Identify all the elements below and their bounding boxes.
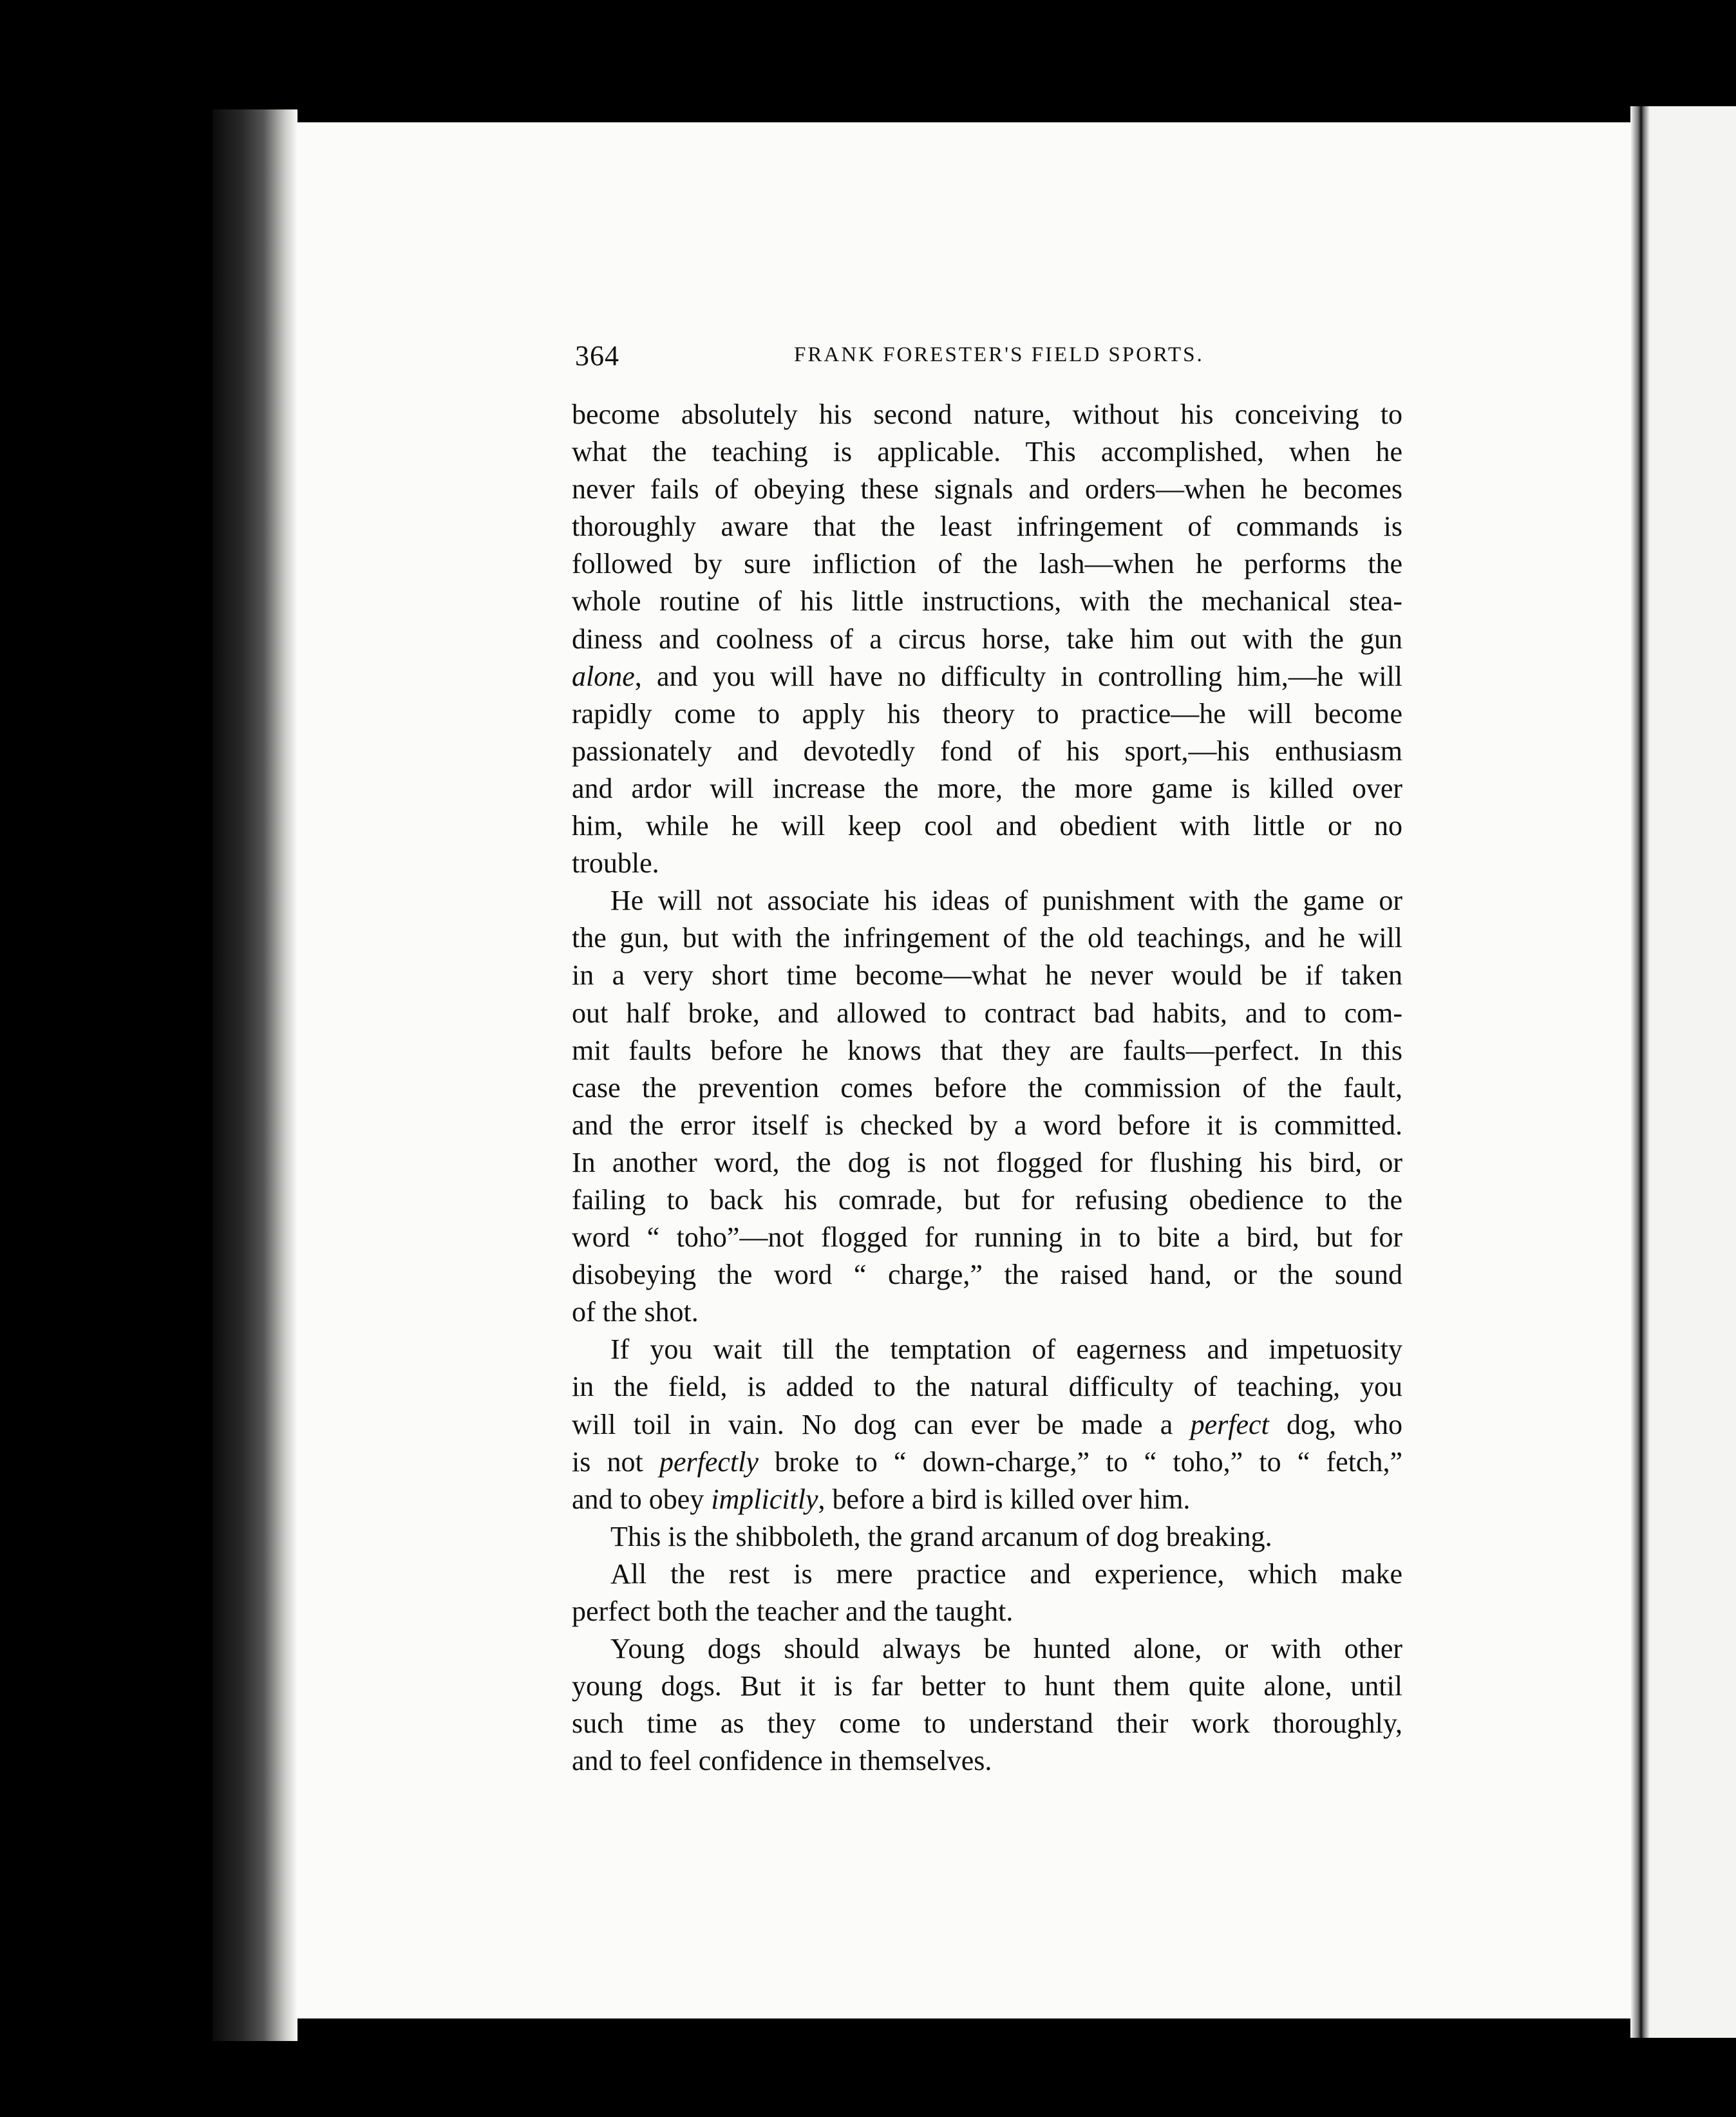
book-edge-left [212, 109, 297, 2041]
text-line: word “ toho”—not flogged for running in to bite a bird, but for [572, 1221, 1402, 1254]
text-line: the gun, but with the infringement of the old teachings, and he will [572, 922, 1402, 954]
italic-word: alone [572, 660, 635, 692]
text-line: rapidly come to apply his theory to practice—he will become [572, 697, 1402, 729]
text-line: passionately and devotedly fond of his sport,—his enthusiasm [572, 735, 1402, 767]
text-line: thoroughly aware that the least infringement of commands is [572, 511, 1402, 543]
text-line: In another word, the dog is not flogged for flushing his bird, or [572, 1146, 1402, 1178]
text-line: Young dogs should always be hunted alone, or with other [610, 1633, 1402, 1665]
adjacent-page-edge [1650, 106, 1736, 2038]
text-line: All the rest is mere practice and experience, which make [610, 1557, 1402, 1590]
text-run: , and you will have no difficulty in controlling him,—he will [634, 660, 1402, 692]
text-line: in a very short time become—what he never would be if taken [572, 959, 1402, 992]
text-line: disobeying the word “ charge,” the raised hand, or the sound [572, 1259, 1402, 1291]
text-line: perfect both the teacher and the taught. [572, 1595, 1014, 1627]
text-line: whole routine of his little instructions, with the mechanical stea- [572, 585, 1402, 617]
text-line: diness and coolness of a circus horse, take him out with the gun [572, 623, 1402, 655]
text-line: If you wait till the temptation of eagerness and impetuosity [610, 1333, 1402, 1366]
book-gutter-right [1630, 106, 1650, 2038]
text-run: is not [572, 1445, 643, 1478]
text-line: and the error itself is checked by a word before it is committed. [572, 1109, 1402, 1141]
text-line: case the prevention comes before the commission of the fault, [572, 1071, 1402, 1104]
text-line: what the teaching is applicable. This accomplished, when he [572, 436, 1402, 468]
text-run: dog, who [1269, 1408, 1402, 1440]
text-line: failing to back his comrade, but for refusing obedience to the [572, 1183, 1402, 1216]
text-run: broke to “ down-charge,” to “ toho,” to “ fetch,” [758, 1445, 1402, 1478]
text-line: out half broke, and allowed to contract bad habits, and to com- [572, 997, 1402, 1029]
text-line [572, 658, 1402, 695]
text-line: trouble. [572, 847, 659, 880]
italic-word: perfect [1190, 1408, 1269, 1440]
text-line: This is the shibboleth, the grand arcanum of dog breaking. [610, 1520, 1272, 1552]
text-line: become absolutely his second nature, without his conceiving to [572, 399, 1402, 430]
text-line: young dogs. But it is far better to hunt them quite alone, until [572, 1670, 1402, 1702]
body-text [572, 396, 1402, 1780]
text-run: and to obey [572, 1483, 704, 1515]
text-line: and ardor will increase the more, the more game is killed over [572, 772, 1402, 804]
text-line: mit faults before he knows that they are faults—perfect. In this [572, 1034, 1402, 1066]
text-line [572, 1481, 1402, 1518]
text-line: in the field, is added to the natural difficulty of teaching, you [572, 1371, 1402, 1403]
text-line: followed by sure infliction of the lash—when he performs the [572, 548, 1402, 580]
text-line: him, while he will keep cool and obedient with little or no [572, 810, 1402, 842]
text-line: and to feel confidence in themselves. [572, 1745, 992, 1777]
italic-word: perfectly [659, 1445, 759, 1478]
text-run: , before a bird is killed over him. [818, 1483, 1191, 1515]
page-number: 364 [575, 340, 619, 372]
text-line [572, 1444, 1402, 1481]
page-header [575, 339, 1399, 378]
running-head: FRANK FORESTER'S FIELD SPORTS. [794, 343, 1204, 366]
text-line: such time as they come to understand their work thoroughly, [572, 1708, 1402, 1740]
text-run: will toil in vain. No dog can ever be made a [572, 1408, 1173, 1440]
italic-word: implicitly [711, 1483, 818, 1515]
text-line [572, 1406, 1402, 1444]
text-line: of the shot. [572, 1296, 699, 1328]
text-line: He will not associate his ideas of punishment with the game or [610, 885, 1402, 917]
text-line: never fails of obeying these signals and orders—when he becomes [572, 473, 1402, 505]
